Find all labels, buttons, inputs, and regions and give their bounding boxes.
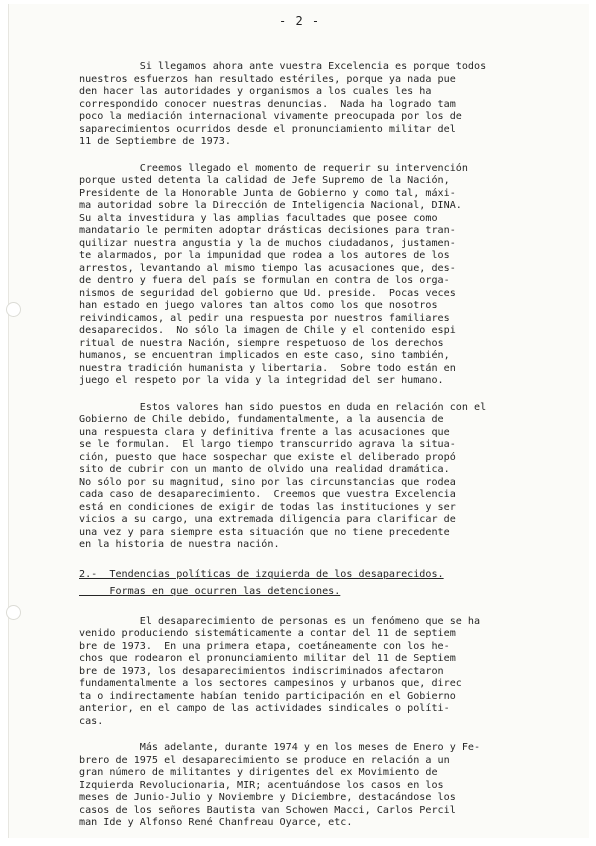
- text-line: Si llegamos ahora ante vuestra Excelencia es porque todos: [79, 61, 487, 72]
- text-line: reivindicamos, al pedir una respuesta por nuestros familiares: [79, 312, 450, 324]
- text-line: ción, puesto que hace sospechar que existe el deliberado propó: [79, 451, 456, 463]
- heading-line: Formas en que ocurren las detenciones.: [79, 585, 341, 597]
- text-line: en la historia de nuestra nación.: [79, 539, 280, 550]
- paragraph-2: [79, 163, 539, 388]
- text-line: una vez y para siempre esta situación que no tiene precedente: [79, 526, 450, 538]
- text-line: saparecimientos ocurridos desde el pronunciamiento militar del: [79, 123, 456, 135]
- text-line: de dentro y fuera del país se formulan en contra de los orga-: [79, 275, 450, 286]
- text-line: Izquierda Revolucionaria, MIR; acentuándose los casos en los: [79, 779, 444, 791]
- text-line: bre de 1973. En una primera etapa, coetáneamente con los he-: [79, 640, 450, 652]
- text-line: cada caso de desaparecimiento. Creemos que vuestra Excelencia: [79, 489, 456, 500]
- text-line: den hacer las autoridades y organismos a los cuales les ha: [79, 86, 432, 97]
- text-line: bre de 1973, los desaparecimientos indiscriminados afectaron: [79, 665, 444, 677]
- text-line: ritual de nuestra Nación, siempre respetuoso de los derechos: [79, 337, 444, 349]
- text-line: 11 de Septiembre de 1973.: [79, 136, 231, 147]
- text-line: te alarmados, por la impunidad que rodea a los autores de los: [79, 250, 450, 261]
- text-line: arrestos, levantando al mismo tiempo las acusaciones que, des-: [79, 262, 456, 274]
- text-line: desaparecidos. No sólo la imagen de Chile y el contenido espi: [79, 325, 456, 336]
- text-line: está en condiciones de exigir de todas las instituciones y ser: [79, 501, 456, 513]
- paragraph-4: [79, 616, 539, 729]
- text-line: cas.: [79, 715, 104, 727]
- punch-hole: [6, 302, 21, 317]
- text-line: ta o indirectamente habían tenido participación en el Gobierno: [79, 690, 456, 702]
- text-line: Su alta investidura y las amplias facultades que posee como: [79, 212, 438, 224]
- text-line: gran número de militantes y dirigentes del ex Movimiento de: [79, 767, 438, 778]
- document-page: [8, 4, 589, 838]
- text-line: correspondido conocer nuestras denuncias. Nada ha logrado tam: [79, 98, 456, 110]
- text-line: una respuesta clara y definitiva frente a las acusaciones que: [79, 426, 450, 438]
- paragraph-3: [79, 402, 539, 552]
- punch-hole: [6, 605, 21, 620]
- heading-line: 2.- Tendencias políticas de izquierda de los desaparecidos.: [79, 568, 444, 580]
- text-line: ma autoridad sobre la Dirección de Inteligencia Nacional, DINA.: [79, 200, 462, 211]
- page-number: - 2 -: [279, 14, 321, 28]
- text-line: vicios a su cargo, una extremada diligencia para clarificar de: [79, 514, 456, 525]
- text-line: sito de cubrir con un manto de olvido una realidad dramática.: [79, 464, 450, 475]
- text-line: brero de 1975 el desaparecimiento se produce en relación a un: [79, 754, 450, 766]
- text-line: nuestros esfuerzos han resultado estériles, porque ya nada pue: [79, 73, 456, 85]
- text-line: anterior, en el campo de las actividades sindicales o políti-: [79, 703, 450, 714]
- paragraph-5: [79, 742, 539, 830]
- text-line: han estado en juego valores tan altos como los que nosotros: [79, 300, 438, 311]
- text-line: poco la mediación internacional vivamente preocupada por los de: [79, 111, 462, 122]
- text-line: meses de Junio-Julio y Noviembre y Diciembre, destacándose los: [79, 792, 456, 803]
- text-line: quilizar nuestra angustia y la de muchos ciudadanos, justamen-: [79, 237, 456, 249]
- text-line: casos de los señores Bautista van Schowen Macci, Carlos Percil: [79, 804, 456, 816]
- text-line: El desaparecimiento de personas es un fenómeno que se ha: [79, 615, 481, 627]
- text-line: Creemos llegado el momento de requerir su intervención: [79, 162, 468, 174]
- text-line: No sólo por su magnitud, sino por las circunstancias que rodea: [79, 476, 456, 488]
- text-line: Gobierno de Chile debido, fundamentalmente, a la ausencia de: [79, 414, 444, 425]
- text-line: venido produciendo sistemáticamente a contar del 11 de septiem: [79, 628, 456, 639]
- text-line: Presidente de la Honorable Junta de Gobierno y como tal, máxi-: [79, 187, 456, 199]
- text-line: humanos, se encuentran implicados en este caso, sino también,: [79, 350, 450, 361]
- paragraph-1: [79, 61, 539, 149]
- text-line: mandatario le permiten adoptar drásticas decisiones para tran-: [79, 225, 456, 236]
- text-line: Más adelante, durante 1974 y en los meses de Enero y Fe-: [79, 742, 481, 753]
- text-line: nismos de seguridad del gobierno que Ud. preside. Pocas veces: [79, 287, 456, 299]
- text-line: porque usted detenta la calidad de Jefe Supremo de la Nación,: [79, 175, 450, 186]
- text-line: nuestra tradición humanista y libertaria. Sobre todo están en: [79, 362, 456, 374]
- text-line: chos que rodearon el pronunciamiento militar del 11 de Septiem: [79, 653, 456, 664]
- text-line: juego el respeto por la vida y la integridad del ser humano.: [79, 375, 444, 386]
- section-heading: [79, 566, 539, 600]
- text-line: Estos valores han sido puestos en duda en relación con el: [79, 401, 487, 413]
- text-line: se le formulan. El largo tiempo transcurrido agrava la situa-: [79, 439, 456, 450]
- text-line: man Ide y Alfonso René Chanfreau Oyarce, etc.: [79, 817, 353, 828]
- text-line: fundamentalmente a los sectores campesinos y urbanos que, direc: [79, 678, 462, 689]
- document-body: [79, 61, 539, 844]
